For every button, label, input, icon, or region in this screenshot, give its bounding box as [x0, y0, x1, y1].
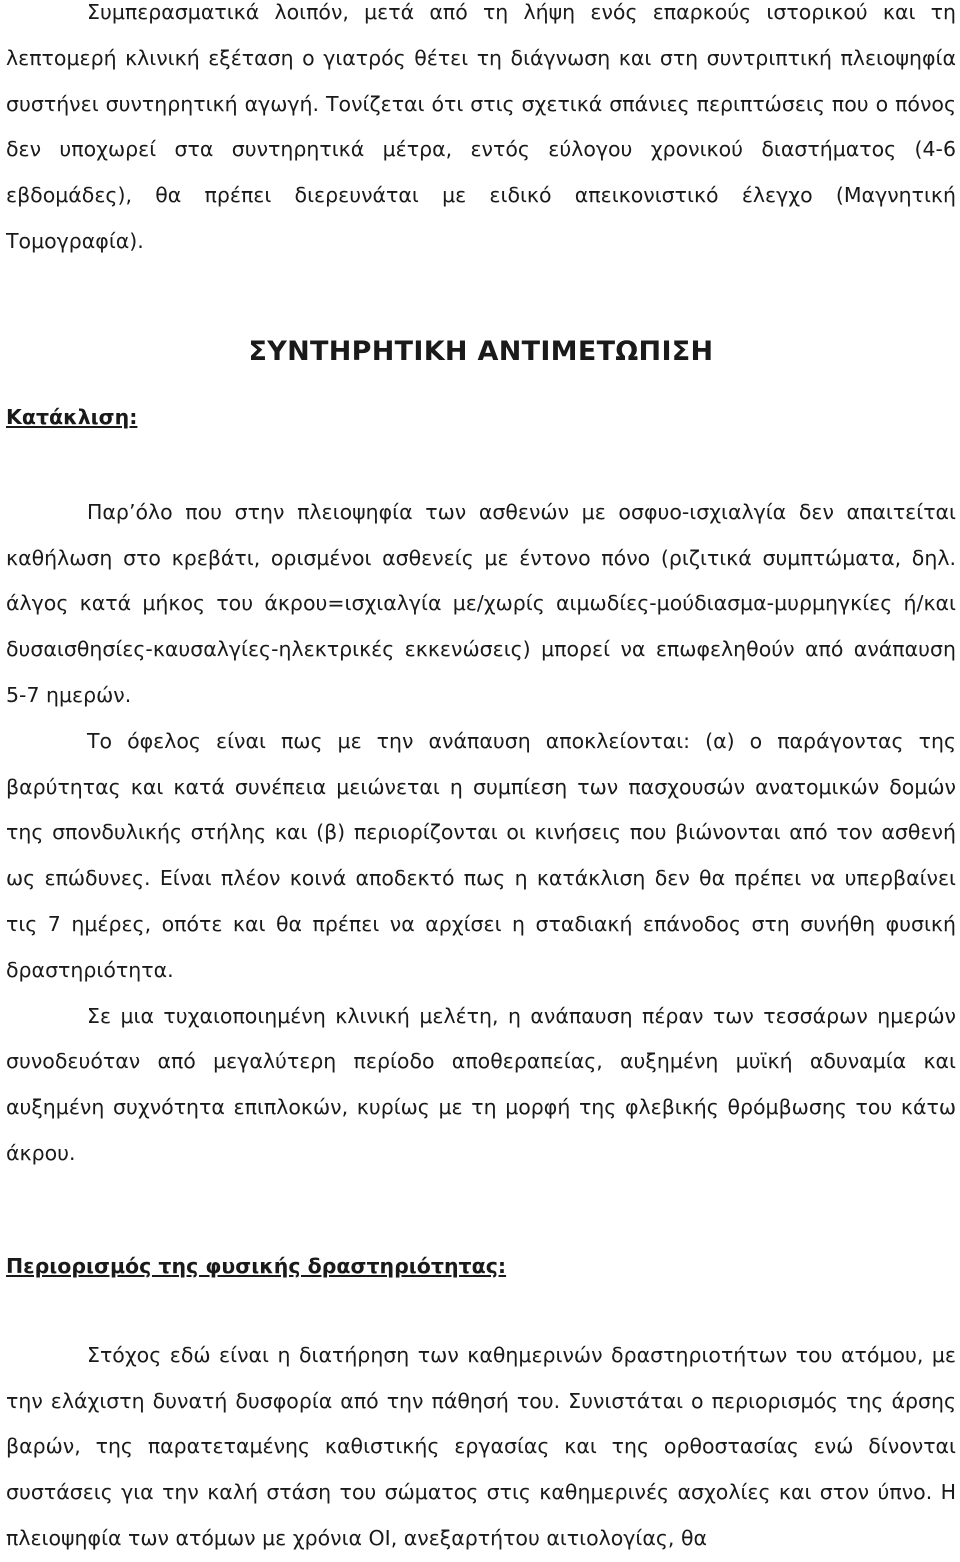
heading-periorismos: Περιορισμός της φυσικής δραστηριότητας:: [6, 1253, 507, 1278]
katakl-paragraph-1: Παρ’όλο που στην πλειοψηφία των ασθενών με οσφυο-ισχιαλγία δεν απαιτείται καθήλωση στο κρεβάτι, ορισμένοι ασθενείς με έντονο πόνο (ριζιτικά συμπτώματα, δηλ. άλγος κατά μήκος του άκρου=ισχιαλγία με/χωρίς αιμωδίες-μούδιασμα-μυρμηγκίες ή/και δυσαισθησίες-καυσαλγίες-ηλεκτρικές εκκενώσεις) μπορεί να επωφεληθούν από ανάπαυση 5-7 ημερών.: [6, 499, 956, 707]
intro-paragraph: Συμπερασματικά λοιπόν, μετά από τη λήψη ενός επαρκούς ιστορικού και τη λεπτομερή κλινική εξέταση ο γιατρός θέτει τη διάγνωση και στη συντριπτική πλειοψηφία συστήνει συντηρητική αγωγή. Τονίζεται ότι στις σχετικά σπάνιες περιπτώσεις που ο πόνος δεν υποχωρεί στα συντηρητικά μέτρα, εντός εύλογου χρονικού διαστήματος (4-6 εβδομάδες), θα πρέπει διερευνάται με ειδικό απεικονιστικό έλεγχο (Μαγνητική Τομογραφία).: [6, 0, 956, 253]
katakl-paragraph-2: Το όφελος είναι πως με την ανάπαυση αποκλείονται: (α) ο παράγοντας της βαρύτητας και κατά συνέπεια μειώνεται η συμπίεση των πασχουσών ανατομικών δομών της σπονδυλικής στήλης και (β) περιορίζονται οι κινήσεις που βιώνονται από τον ασθενή ως επώδυνες. Είναι πλέον κοινά αποδεκτό πως η κατάκλιση δεν θα πρέπει να υπερβαίνει τις 7 ημέρες, οπότε και θα πρέπει να αρχίσει η σταδιακή επάνοδος στη συνήθη φυσική δραστηριότητα.: [6, 728, 956, 982]
document-page: [6, 0, 956, 1562]
katakl-paragraph-3: Σε μια τυχαιοποιημένη κλινική μελέτη, η ανάπαυση πέραν των τεσσάρων ημερών συνοδευόταν από μεγαλύτερη περίοδο αποθεραπείας, αυξημένη μυϊκή αδυναμία και αυξημένη συχνότητα επιπλοκών, κυρίως με τη μορφή της φλεβικής θρόμβωσης του κάτω άκρου.: [6, 1003, 956, 1165]
heading-katakl: Κατάκλιση:: [6, 404, 138, 429]
section-title: ΣΥΝΤΗΡΗΤΙΚΗ ΑΝΤΙΜΕΤΩΠΙΣΗ: [248, 335, 714, 367]
periorismos-paragraph-1: Στόχος εδώ είναι η διατήρηση των καθημερινών δραστηριοτήτων του ατόμου, με την ελάχιστη δυνατή δυσφορία από την πάθησή του. Συνιστάται ο περιορισμός της άρσης βαρών, της παρατεταμένης καθιστικής εργασίας και της ορθοστασίας ενώ δίνονται συστάσεις για την καλή στάση του σώματος στις καθημερινές ασχολίες και στον ύπνο. Η πλειοψηφία των ατόμων με χρόνια ΟΙ, ανεξαρτήτου αιτιολογίας, θα: [6, 1342, 956, 1550]
